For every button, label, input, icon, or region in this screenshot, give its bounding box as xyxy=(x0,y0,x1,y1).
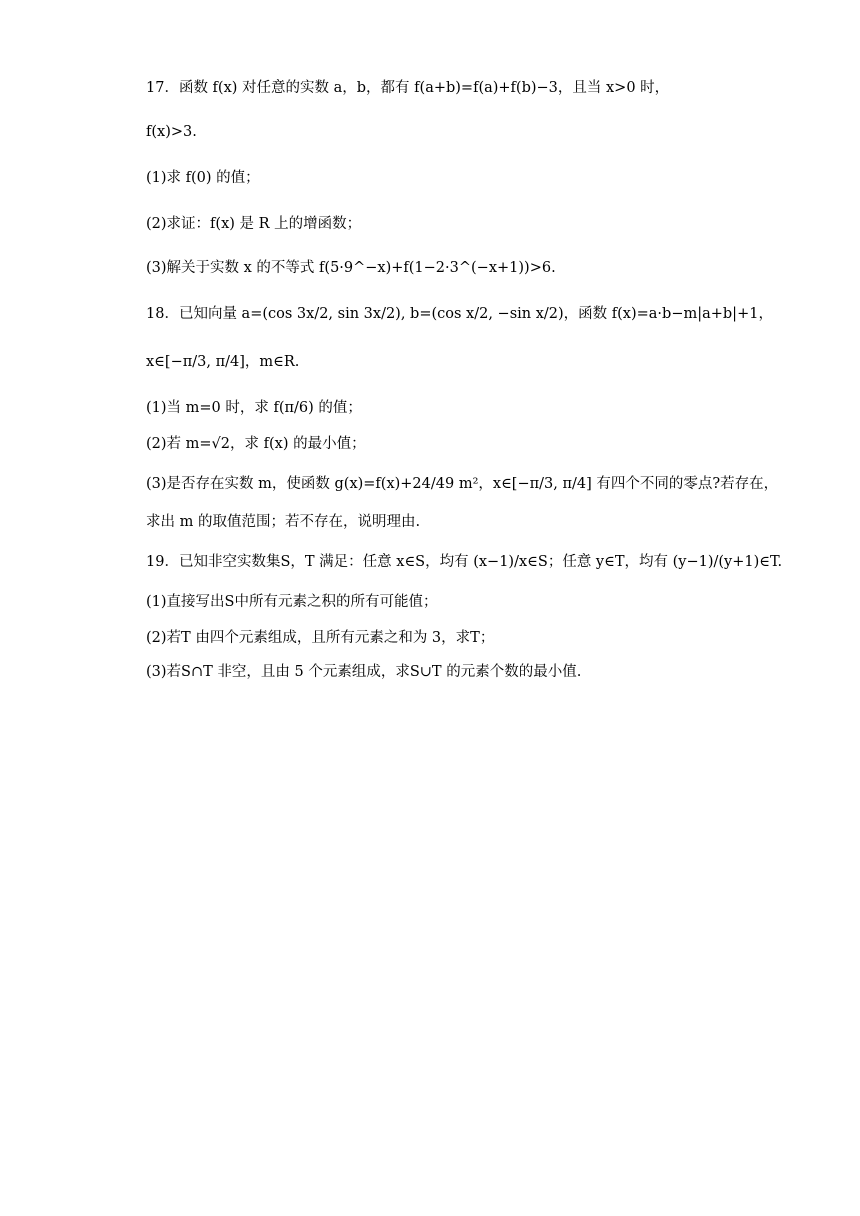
q18-part3-line2: 求出 m 的取值范围；若不存在，说明理由. xyxy=(146,514,421,530)
q18-part3-line1: (3)是否存在实数 m，使函数 g(x)=f(x)+24/49 m²，x∈[−π/3, π/4] 有四个不同的零点?若存在， xyxy=(146,476,779,492)
q18-part1: (1)当 m=0 时，求 f(π/6) 的值； xyxy=(146,400,362,416)
q17-part2: (2)求证：f(x) 是 R 上的增函数； xyxy=(146,216,362,232)
q17-stem-line2: f(x)>3. xyxy=(146,124,197,140)
q19-stem: 19．已知非空实数集S，T 满足：任意 x∈S，均有 (x−1)/x∈S；任意 y∈T，均有 (y−1)/(y+1)∈T. xyxy=(146,554,783,570)
q17-stem-line1: 17．函数 f(x) 对任意的实数 a，b，都有 f(a+b)=f(a)+f(b)−3，且当 x>0 时， xyxy=(146,80,670,96)
q17-part1: (1)求 f(0) 的值； xyxy=(146,170,260,186)
q18-part2: (2)若 m=√2，求 f(x) 的最小值； xyxy=(146,436,366,452)
q19-part1: (1)直接写出S中所有元素之积的所有可能值； xyxy=(146,594,438,610)
q19-part2: (2)若T 由四个元素组成，且所有元素之和为 3，求T； xyxy=(146,630,495,646)
q19-part3: (3)若S∩T 非空，且由 5 个元素组成，求S∪T 的元素个数的最小值. xyxy=(146,664,582,680)
q17-part3: (3)解关于实数 x 的不等式 f(5·9^−x)+f(1−2·3^(−x+1))>6. xyxy=(146,260,556,276)
q18-stem-line2: x∈[−π/3, π/4]，m∈R. xyxy=(146,354,300,370)
q18-stem-line1: 18．已知向量 a=(cos 3x/2, sin 3x/2), b=(cos x/2, −sin x/2)，函数 f(x)=a·b−m|a+b|+1， xyxy=(146,306,773,322)
